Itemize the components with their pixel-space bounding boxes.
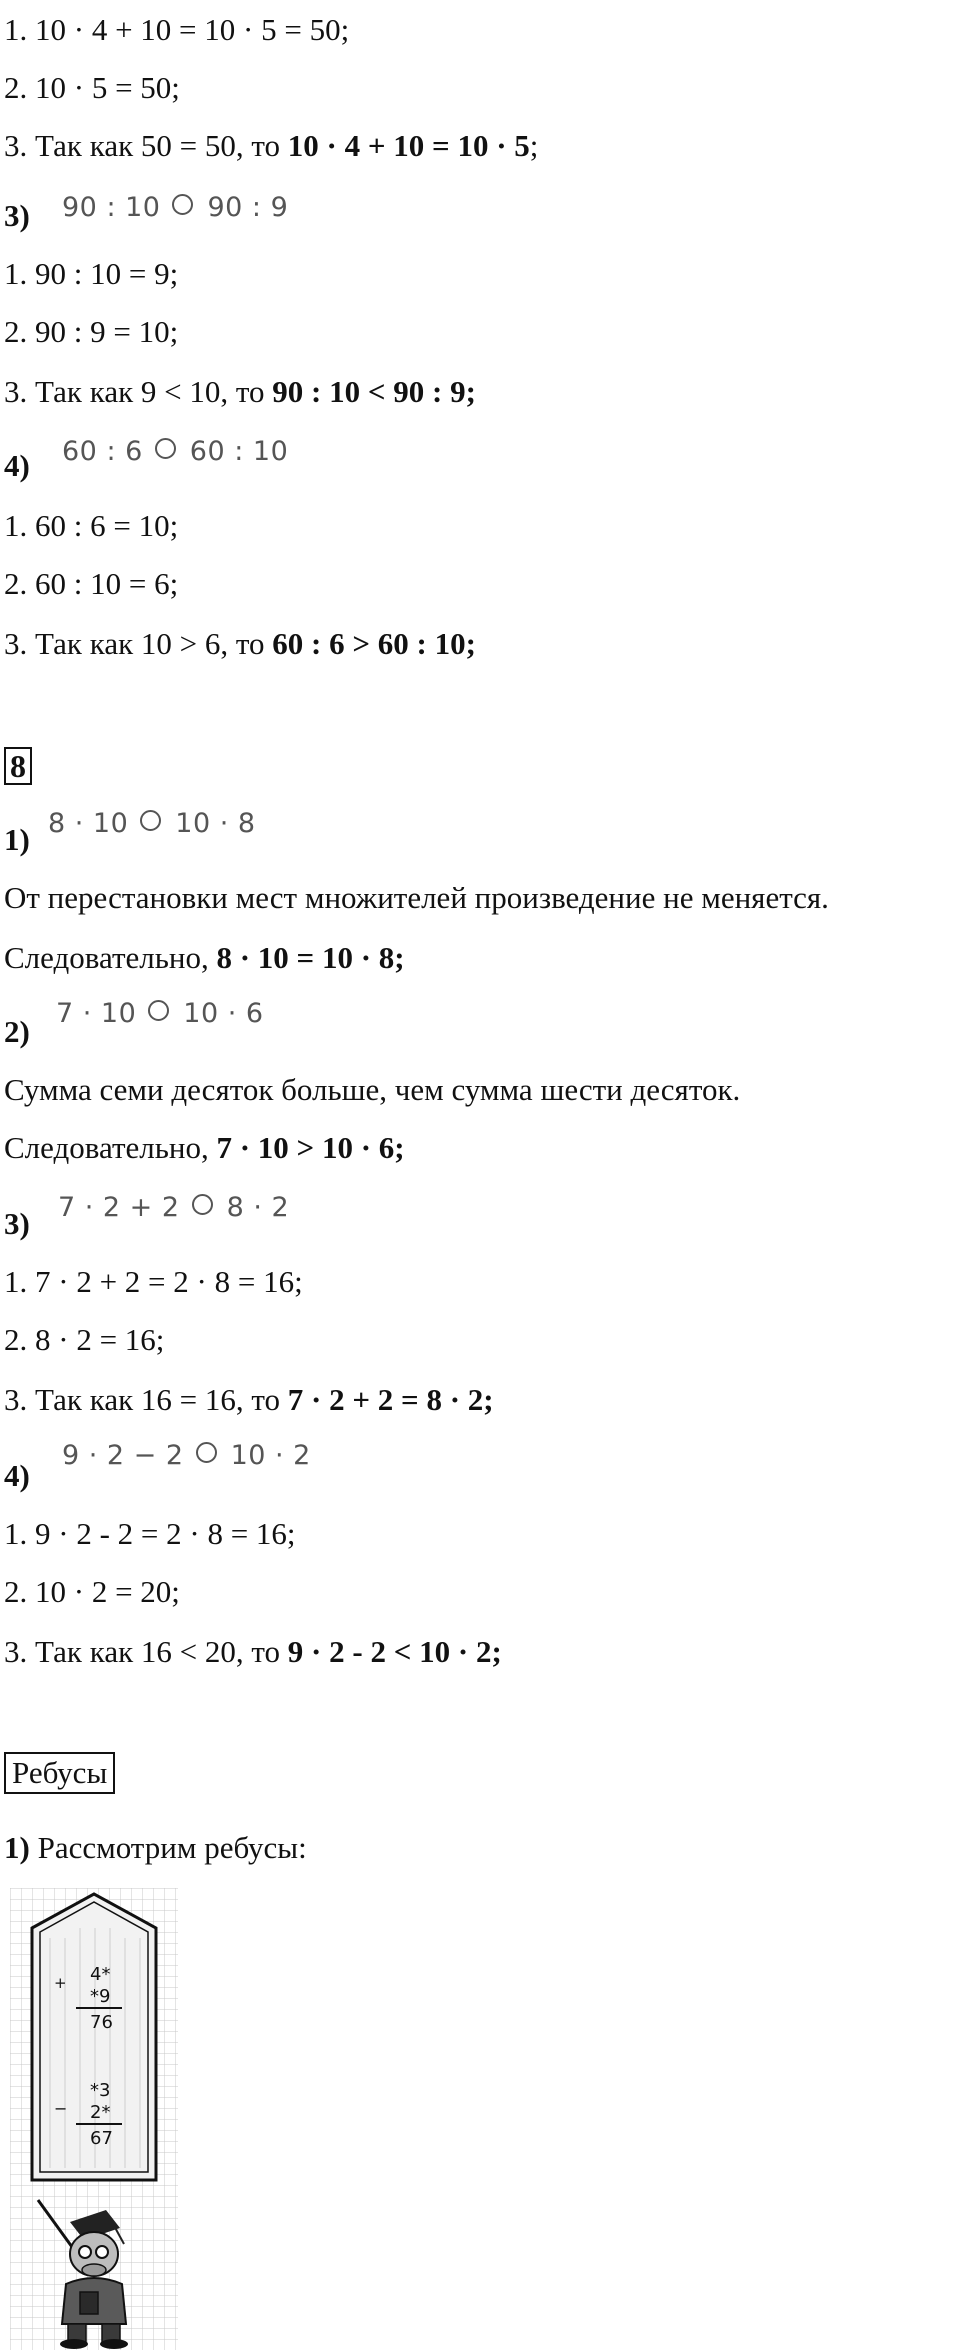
task8-p4-line-3-bold: 9 · 2 - 2 < 10 · 2; xyxy=(287,1634,502,1669)
item4-line-3-text: 3. Так как 10 > 6, то xyxy=(4,626,273,661)
task8-p2-conclusion xyxy=(4,1130,405,1166)
task8-p3-line-3 xyxy=(4,1382,494,1418)
task8-p3-comparison xyxy=(58,1192,289,1223)
item3-line-1: 1. 90 : 10 = 9; xyxy=(4,256,179,291)
task8-p1-left-expr: 8 · 10 xyxy=(48,808,129,839)
task8-p2-right-expr: 10 · 6 xyxy=(183,998,264,1029)
task-number-badge: 8 xyxy=(4,747,32,785)
item3-left-expr: 90 : 10 xyxy=(62,192,161,223)
rebus2-row1: *3 xyxy=(90,2080,111,2101)
task8-p4-line-1: 1. 9 · 2 - 2 = 2 · 8 = 16; xyxy=(4,1516,296,1551)
top-line-2: 2. 10 · 5 = 50; xyxy=(4,70,180,105)
compare-circle-icon xyxy=(192,1194,213,1215)
compare-circle-icon xyxy=(148,1000,169,1021)
task8-p4-label: 4) xyxy=(4,1458,30,1493)
item4-label: 4) xyxy=(4,448,30,483)
task8-p2-label: 2) xyxy=(4,1014,30,1049)
task8-p1-conclusion xyxy=(4,940,405,976)
task8-p1-conclusion-bold: 8 · 10 = 10 · 8; xyxy=(216,940,405,975)
task8-p4-right-expr: 10 · 2 xyxy=(230,1440,311,1471)
item4-line-3 xyxy=(4,626,476,662)
top-line-3-bold: 10 · 4 + 10 = 10 · 5 xyxy=(287,128,530,163)
rebus-intro-number: 1) xyxy=(4,1830,30,1865)
rebus-heading: Ребусы xyxy=(4,1752,115,1794)
top-line-3 xyxy=(4,128,538,164)
task8-p4-line-2: 2. 10 · 2 = 20; xyxy=(4,1574,180,1609)
task8-p4-left-expr: 9 · 2 − 2 xyxy=(62,1440,184,1471)
compare-circle-icon xyxy=(155,438,176,459)
task8-p1-label: 1) xyxy=(4,822,30,857)
item3-comparison xyxy=(62,192,288,223)
task8-p1-text: От перестановки мест множителей произведение не меняется. xyxy=(4,880,829,915)
task8-p3-left-expr: 7 · 2 + 2 xyxy=(58,1192,180,1223)
rebus2-row2: 2* xyxy=(90,2102,111,2123)
task8-p3-line-3-text: 3. Так как 16 = 16, то xyxy=(4,1382,288,1417)
task8-p1-conclusion-text: Следовательно, xyxy=(4,940,217,975)
item3-line-3 xyxy=(4,374,476,410)
rebus1-result: 76 xyxy=(90,2012,113,2033)
item4-left-expr: 60 : 6 xyxy=(62,436,143,467)
task8-p2-conclusion-bold: 7 · 10 > 10 · 6; xyxy=(216,1130,405,1165)
item3-line-2: 2. 90 : 9 = 10; xyxy=(4,314,179,349)
rebus1-row2: *9 xyxy=(90,1986,111,2007)
task8-p4-line-3 xyxy=(4,1634,502,1670)
task8-p4-comparison xyxy=(62,1440,311,1471)
rebus1-row1: 4* xyxy=(90,1964,111,1985)
top-line-3-text: 3. Так как 50 = 50, то xyxy=(4,128,288,163)
item4-comparison xyxy=(62,436,288,467)
item4-line-2: 2. 60 : 10 = 6; xyxy=(4,566,179,601)
task8-p2-comparison xyxy=(56,998,264,1029)
task8-p3-line-1: 1. 7 · 2 + 2 = 2 · 8 = 16; xyxy=(4,1264,303,1299)
top-line-1: 1. 10 · 4 + 10 = 10 · 5 = 50; xyxy=(4,12,350,47)
rebus-illustration xyxy=(10,1888,178,2350)
compare-circle-icon xyxy=(196,1442,217,1463)
item4-line-1: 1. 60 : 6 = 10; xyxy=(4,508,179,543)
item4-line-3-bold: 60 : 6 > 60 : 10; xyxy=(272,626,476,661)
task8-p2-left-expr: 7 · 10 xyxy=(56,998,137,1029)
task8-p3-label: 3) xyxy=(4,1206,30,1241)
rebus2-operator: − xyxy=(54,2099,68,2118)
task8-p1-comparison xyxy=(48,808,256,839)
compare-circle-icon xyxy=(140,810,161,831)
item3-line-3-bold: 90 : 10 < 90 : 9; xyxy=(272,374,476,409)
task8-p4-line-3-text: 3. Так как 16 < 20, то xyxy=(4,1634,288,1669)
task8-p3-line-2: 2. 8 · 2 = 16; xyxy=(4,1322,165,1357)
item3-line-3-text: 3. Так как 9 < 10, то xyxy=(4,374,273,409)
rebus2-result: 67 xyxy=(90,2128,113,2149)
task8-p3-right-expr: 8 · 2 xyxy=(226,1192,290,1223)
task8-p2-conclusion-text: Следовательно, xyxy=(4,1130,217,1165)
item3-label: 3) xyxy=(4,198,30,233)
task8-p2-text: Сумма семи десяток больше, чем сумма шести десяток. xyxy=(4,1072,741,1107)
rebus-intro xyxy=(4,1830,307,1866)
rebus1-operator: + xyxy=(54,1974,67,1992)
item4-right-expr: 60 : 10 xyxy=(189,436,289,467)
task8-p3-line-3-bold: 7 · 2 + 2 = 8 · 2; xyxy=(287,1382,494,1417)
task8-p1-right-expr: 10 · 8 xyxy=(175,808,256,839)
rebus-intro-text: Рассмотрим ребусы: xyxy=(29,1830,307,1865)
compare-circle-icon xyxy=(172,194,193,215)
top-line-3-end: ; xyxy=(529,128,539,163)
item3-right-expr: 90 : 9 xyxy=(207,192,289,223)
